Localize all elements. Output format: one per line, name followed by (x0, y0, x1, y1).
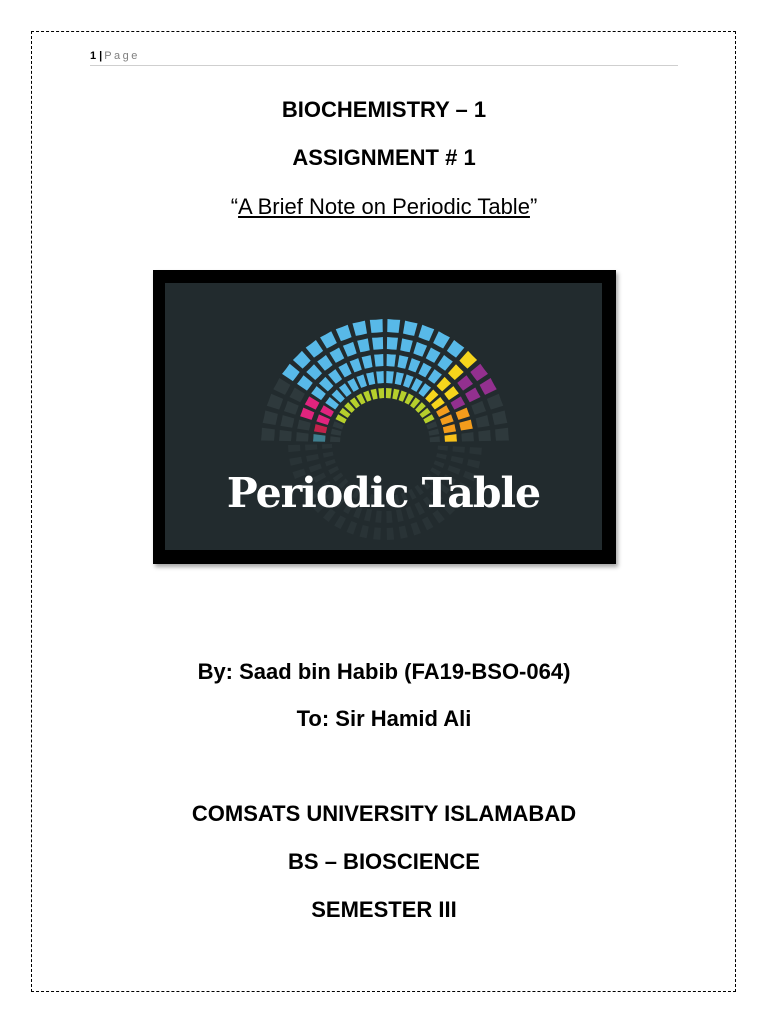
element-tile (418, 325, 434, 341)
element-tile (457, 375, 473, 390)
reflection-tile (469, 447, 482, 455)
element-tile (273, 378, 290, 395)
element-tile (331, 429, 342, 436)
element-tile (459, 420, 473, 431)
element-tile (492, 410, 507, 425)
element-tile (471, 401, 486, 415)
element-tile (297, 420, 311, 431)
reflection-tile (451, 456, 464, 464)
page-word: Page (104, 50, 140, 62)
reflection-tile (288, 445, 300, 452)
element-tile (330, 436, 340, 442)
reflection-tile (346, 521, 357, 535)
element-tile (437, 377, 452, 392)
element-tile (350, 358, 362, 372)
element-tile (374, 354, 383, 367)
reflection-tile (411, 522, 421, 536)
element-tile (426, 421, 437, 429)
reflection-tile (360, 525, 369, 538)
element-tile (313, 434, 325, 442)
reflection-tile (334, 515, 346, 529)
element-tile (372, 337, 383, 350)
element-tile (261, 428, 275, 441)
element-tile (428, 369, 442, 384)
subtitle-text: A Brief Note on Periodic Table (238, 194, 530, 219)
element-tile (296, 432, 309, 441)
element-tile (362, 355, 373, 369)
element-tile (370, 319, 383, 333)
element-tile (376, 371, 384, 383)
element-tile (289, 387, 304, 402)
element-tile (352, 321, 367, 336)
element-tile (297, 375, 313, 390)
element-tile (448, 364, 464, 380)
element-tile (400, 338, 413, 352)
periodic-table-cover-image (153, 270, 616, 564)
element-tile (363, 391, 371, 402)
element-tile (456, 408, 470, 420)
assignment-title: ASSIGNMENT # 1 (292, 145, 476, 170)
element-tile (333, 421, 344, 429)
element-tile (413, 342, 427, 357)
element-tile (338, 363, 351, 378)
element-tile (282, 364, 300, 381)
reflection-tile (305, 444, 317, 450)
element-tile (305, 396, 320, 409)
reflection-tile (322, 444, 332, 449)
element-tile (443, 424, 456, 433)
author-to: To: Sir Hamid Ali (296, 706, 472, 731)
element-tile (430, 436, 440, 442)
reflection-tile (452, 446, 464, 452)
element-tile (387, 354, 396, 367)
element-tile (267, 394, 283, 410)
course-title: BIOCHEMISTRY – 1 (281, 97, 487, 122)
reflection-tile (436, 453, 447, 459)
element-tile (403, 374, 414, 388)
reflection-tile (306, 454, 319, 462)
element-tile (461, 432, 474, 441)
subtitle-close-quote: ” (529, 194, 538, 219)
element-tile (386, 371, 394, 383)
element-tile (319, 377, 334, 392)
reflection-tile (434, 460, 445, 468)
element-tile (495, 428, 509, 441)
element-tile (408, 358, 420, 372)
logo-text: Periodic Table (226, 469, 541, 517)
reflection-tile (399, 526, 408, 539)
element-tile (320, 331, 337, 348)
element-tile (476, 415, 490, 428)
page-header (90, 47, 678, 66)
element-tile (293, 351, 311, 369)
assignment-subtitle (0, 194, 768, 220)
element-tile (280, 415, 294, 428)
element-tile (311, 386, 326, 400)
element-tile (470, 364, 488, 381)
reflection-tile (438, 446, 448, 451)
semester: SEMESTER III (311, 897, 457, 922)
element-tile (378, 388, 384, 398)
cover-image-inner (165, 283, 602, 550)
element-tile (459, 351, 477, 369)
element-tile (433, 331, 450, 348)
element-tile (465, 387, 480, 402)
element-tile (279, 430, 292, 441)
element-tile (306, 364, 322, 380)
author-by: By: Saad bin Habib (FA19-BSO-064) (197, 659, 571, 684)
element-tile (451, 396, 466, 409)
element-tile (403, 321, 418, 336)
element-tile (263, 410, 278, 425)
element-tile (300, 408, 314, 420)
element-tile (418, 363, 431, 378)
element-tile (397, 355, 408, 369)
reflection-tile (289, 457, 302, 466)
element-tile (316, 414, 330, 425)
element-tile (343, 342, 357, 357)
element-tile (440, 414, 454, 425)
element-tile (447, 340, 464, 358)
element-tile (487, 394, 503, 410)
page-separator: | (99, 50, 103, 62)
reflection-tile (373, 527, 381, 540)
element-tile (395, 372, 404, 385)
reflection-tile (323, 452, 334, 458)
element-tile (357, 338, 370, 352)
element-tile (284, 401, 299, 415)
university-name: COMSATS UNIVERSITY ISLAMABAD (191, 801, 577, 826)
element-tile (392, 389, 399, 400)
element-tile (386, 388, 392, 398)
element-tile (306, 340, 323, 358)
element-tile (387, 337, 398, 350)
element-tile (317, 355, 332, 371)
element-tile (426, 347, 441, 362)
element-tile (366, 372, 375, 385)
element-tile (444, 386, 459, 400)
element-tile (445, 434, 457, 442)
element-tile (399, 391, 407, 402)
element-tile (328, 369, 342, 384)
page-number: 1 (90, 50, 97, 62)
element-tile (329, 347, 344, 362)
reflection-tile (467, 459, 480, 468)
element-tile (387, 319, 400, 333)
reflection-tile (325, 459, 336, 466)
element-tile (356, 374, 367, 388)
reflection-tile (422, 517, 434, 531)
element-tile (314, 424, 327, 433)
subtitle-open-quote: “ (230, 194, 239, 219)
element-tile (437, 355, 452, 371)
element-tile (371, 389, 378, 400)
reflection-tile (387, 528, 394, 540)
element-tile (428, 429, 439, 436)
element-tile (480, 378, 497, 395)
program-name: BS – BIOSCIENCE (288, 849, 480, 874)
element-tile (478, 430, 491, 441)
element-tile (336, 325, 352, 341)
